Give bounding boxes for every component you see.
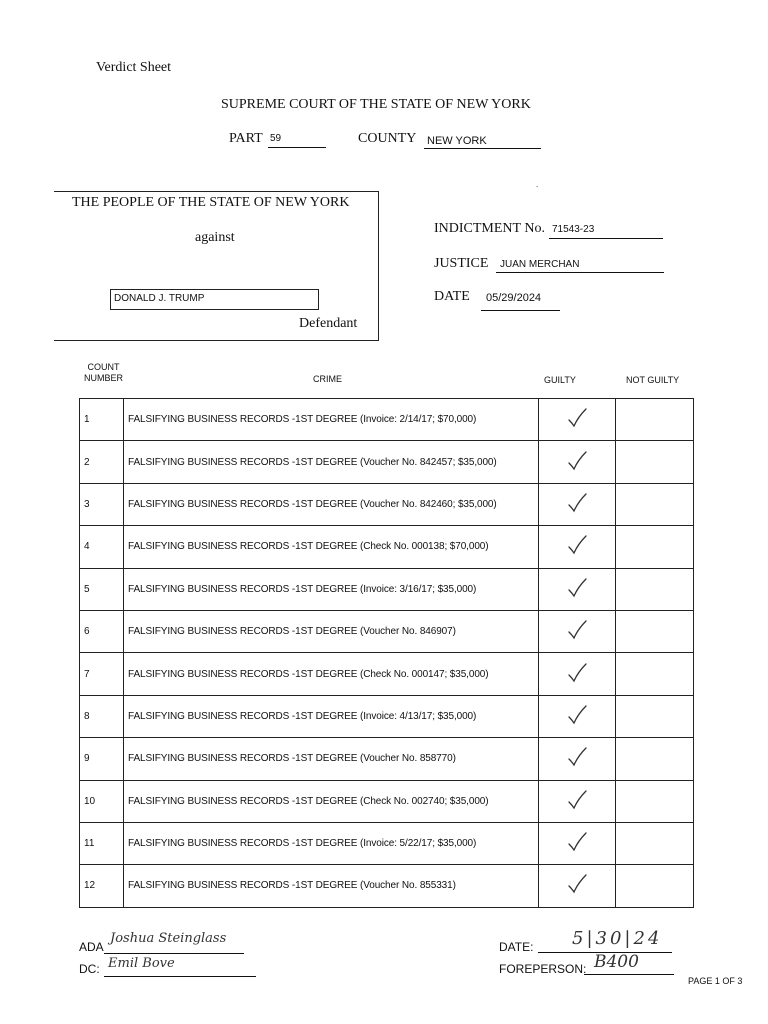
- foreperson-label: FOREPERSON:: [499, 962, 587, 976]
- check-icon: [563, 592, 591, 603]
- foreperson-value: B400: [594, 952, 639, 972]
- count-row: [80, 780, 694, 822]
- not-guilty-cell[interactable]: [616, 526, 694, 568]
- not-guilty-cell[interactable]: [616, 695, 694, 737]
- county-label: COUNTY: [358, 131, 417, 146]
- not-guilty-header: NOT GUILTY: [626, 375, 680, 385]
- not-guilty-cell[interactable]: [616, 865, 694, 907]
- guilty-cell[interactable]: [539, 695, 616, 737]
- check-icon: [563, 507, 591, 518]
- plaintiff: THE PEOPLE OF THE STATE OF NEW YORK: [72, 195, 350, 210]
- count-crime: FALSIFYING BUSINESS RECORDS -1ST DEGREE (Check No. 000138; $70,000): [124, 526, 539, 568]
- check-icon: [563, 761, 591, 772]
- count-row: [80, 526, 694, 568]
- count-row: [80, 610, 694, 652]
- guilty-header: GUILTY: [544, 375, 576, 385]
- page-number: PAGE 1 OF 3: [688, 976, 743, 986]
- check-icon: [563, 677, 591, 688]
- crime-header: CRIME: [313, 374, 342, 384]
- check-icon: [563, 804, 591, 815]
- count-number: 1: [80, 399, 124, 441]
- date-value: 05/29/2024: [486, 292, 542, 304]
- guilty-cell[interactable]: [539, 483, 616, 525]
- guilty-cell[interactable]: [539, 865, 616, 907]
- count-crime: FALSIFYING BUSINESS RECORDS -1ST DEGREE (Voucher No. 858770): [124, 738, 539, 780]
- guilty-cell[interactable]: [539, 441, 616, 483]
- not-guilty-cell[interactable]: [616, 822, 694, 864]
- count-number-header: COUNT NUMBER: [84, 362, 124, 383]
- against-label: against: [195, 230, 235, 245]
- check-icon: [563, 465, 591, 476]
- guilty-cell[interactable]: [539, 738, 616, 780]
- guilty-cell[interactable]: [539, 526, 616, 568]
- ada-signature: Joshua Steinglass: [110, 931, 227, 946]
- count-number: 10: [80, 780, 124, 822]
- guilty-cell[interactable]: [539, 568, 616, 610]
- defendant-name-box: [110, 289, 319, 310]
- count-crime: FALSIFYING BUSINESS RECORDS -1ST DEGREE (Invoice: 5/22/17; $35,000): [124, 822, 539, 864]
- part-value: 59: [270, 133, 282, 144]
- count-crime: FALSIFYING BUSINESS RECORDS -1ST DEGREE (Check No. 002740; $35,000): [124, 780, 539, 822]
- county-value: NEW YORK: [427, 135, 487, 147]
- count-row: [80, 865, 694, 907]
- defendant-label: Defendant: [299, 316, 358, 331]
- count-number: 11: [80, 822, 124, 864]
- not-guilty-cell[interactable]: [616, 483, 694, 525]
- verdict-counts-table: [79, 398, 694, 908]
- count-crime: FALSIFYING BUSINESS RECORDS -1ST DEGREE (Invoice: 3/16/17; $35,000): [124, 568, 539, 610]
- check-icon: [563, 422, 591, 433]
- count-crime: FALSIFYING BUSINESS RECORDS -1ST DEGREE (Invoice: 2/14/17; $70,000): [124, 399, 539, 441]
- count-row: [80, 695, 694, 737]
- count-row: [80, 399, 694, 441]
- guilty-cell[interactable]: [539, 780, 616, 822]
- court-name: SUPREME COURT OF THE STATE OF NEW YORK: [221, 97, 531, 112]
- count-crime: FALSIFYING BUSINESS RECORDS -1ST DEGREE (Invoice: 4/13/17; $35,000): [124, 695, 539, 737]
- count-number: 8: [80, 695, 124, 737]
- count-number: 2: [80, 441, 124, 483]
- footer-date-value: 5|30|24: [572, 928, 663, 949]
- indictment-value: 71543-23: [552, 224, 595, 235]
- count-row: [80, 568, 694, 610]
- not-guilty-cell[interactable]: [616, 738, 694, 780]
- count-number: 9: [80, 738, 124, 780]
- check-icon: [563, 549, 591, 560]
- justice-label: JUSTICE: [434, 256, 489, 271]
- count-crime: FALSIFYING BUSINESS RECORDS -1ST DEGREE (Voucher No. 846907): [124, 610, 539, 652]
- count-row: [80, 822, 694, 864]
- dc-label: DC:: [79, 962, 100, 976]
- stray-dot: .: [536, 180, 539, 189]
- not-guilty-cell[interactable]: [616, 653, 694, 695]
- count-number: 6: [80, 610, 124, 652]
- not-guilty-cell[interactable]: [616, 780, 694, 822]
- guilty-cell[interactable]: [539, 653, 616, 695]
- not-guilty-cell[interactable]: [616, 441, 694, 483]
- count-number: 7: [80, 653, 124, 695]
- count-crime: FALSIFYING BUSINESS RECORDS -1ST DEGREE (Voucher No. 842460; $35,000): [124, 483, 539, 525]
- count-number: 4: [80, 526, 124, 568]
- indictment-label: INDICTMENT No.: [434, 221, 545, 236]
- count-number: 3: [80, 483, 124, 525]
- count-crime: FALSIFYING BUSINESS RECORDS -1ST DEGREE (Voucher No. 842457; $35,000): [124, 441, 539, 483]
- count-row: [80, 483, 694, 525]
- count-row: [80, 441, 694, 483]
- count-row: [80, 738, 694, 780]
- part-label: PART: [229, 131, 263, 146]
- count-number: 5: [80, 568, 124, 610]
- guilty-cell[interactable]: [539, 822, 616, 864]
- check-icon: [563, 719, 591, 730]
- guilty-cell[interactable]: [539, 610, 616, 652]
- justice-value: JUAN MERCHAN: [500, 259, 580, 270]
- date-label: DATE: [434, 289, 470, 304]
- check-icon: [563, 888, 591, 899]
- defendant-name: DONALD J. TRUMP: [114, 293, 205, 304]
- count-number: 12: [80, 865, 124, 907]
- count-crime: FALSIFYING BUSINESS RECORDS -1ST DEGREE (Voucher No. 855331): [124, 865, 539, 907]
- not-guilty-cell[interactable]: [616, 610, 694, 652]
- footer-date-label: DATE:: [499, 940, 534, 954]
- count-row: [80, 653, 694, 695]
- dc-signature: Emil Bove: [108, 956, 175, 971]
- check-icon: [563, 634, 591, 645]
- check-icon: [563, 846, 591, 857]
- not-guilty-cell[interactable]: [616, 399, 694, 441]
- sheet-title: Verdict Sheet: [96, 60, 172, 75]
- guilty-cell[interactable]: [539, 399, 616, 441]
- ada-label: ADA: [79, 940, 104, 954]
- not-guilty-cell[interactable]: [616, 568, 694, 610]
- count-crime: FALSIFYING BUSINESS RECORDS -1ST DEGREE (Check No. 000147; $35,000): [124, 653, 539, 695]
